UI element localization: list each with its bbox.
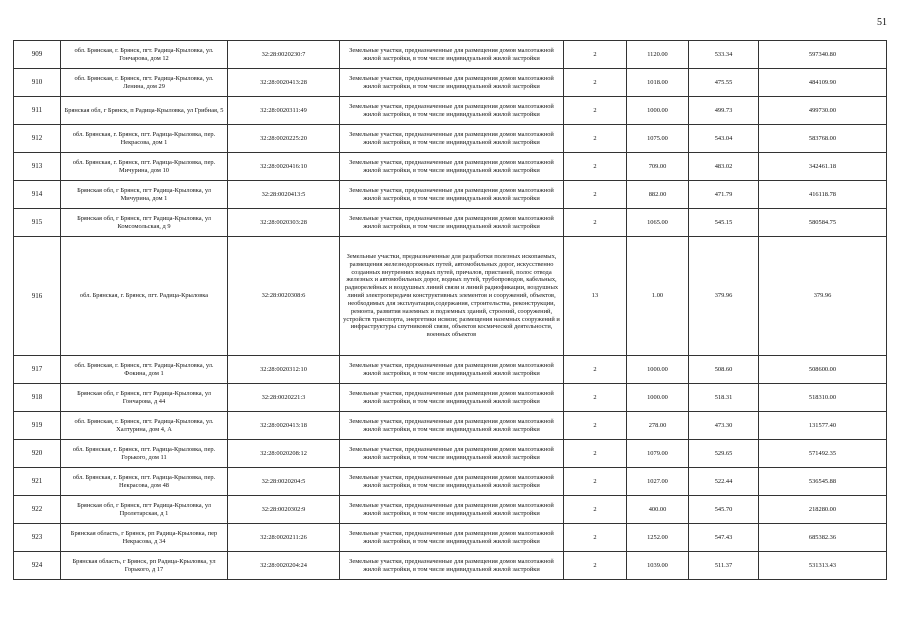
- area-cell: 1018.00: [627, 69, 689, 97]
- land-registry-table: [13, 40, 887, 580]
- address-cell: обл. Брянская, г. Брянск, пгт. Радица-Крыловка, ул. Фокина, дом 1: [61, 356, 228, 384]
- address-cell: Брянская обл, г Брянск, п Радица-Крыловка, ул Грибная, 5: [61, 97, 228, 125]
- table-body: [14, 41, 887, 580]
- land-use-cell: Земельные участки, предназначенные для размещения домов малоэтажной жилой застройки, в том числе индивидуальной жилой застройки: [340, 153, 564, 181]
- table-row: [14, 125, 887, 153]
- address-cell: Брянская обл, г Брянск, пгт Радица-Крыловка, ул Комсомольская, д 9: [61, 209, 228, 237]
- table-row: [14, 356, 887, 384]
- use-code-cell: 2: [564, 496, 627, 524]
- land-use-cell: Земельные участки, предназначенные для размещения домов малоэтажной жилой застройки, в том числе индивидуальной жилой застройки: [340, 552, 564, 580]
- use-code-cell: 2: [564, 69, 627, 97]
- land-use-cell: Земельные участки, предназначенные для размещения домов малоэтажной жилой застройки, в том числе индивидуальной жилой застройки: [340, 412, 564, 440]
- use-code-cell: 2: [564, 412, 627, 440]
- address-cell: Брянская область, г Брянск, рп Радица-Крыловка, ул Горького, д 17: [61, 552, 228, 580]
- cadastral-value-cell: 499730.00: [759, 97, 887, 125]
- area-cell: 1120.00: [627, 41, 689, 69]
- cadastral-value-cell: 379.96: [759, 237, 887, 356]
- area-cell: 1075.00: [627, 125, 689, 153]
- land-use-cell: Земельные участки, предназначенные для размещения домов малоэтажной жилой застройки, в том числе индивидуальной жилой застройки: [340, 209, 564, 237]
- cadastral-value-cell: 580584.75: [759, 209, 887, 237]
- land-use-cell: Земельные участки, предназначенные для размещения домов малоэтажной жилой застройки, в том числе индивидуальной жилой застройки: [340, 496, 564, 524]
- use-code-cell: 2: [564, 468, 627, 496]
- cadastral-rate-cell: 533.34: [689, 41, 759, 69]
- area-cell: 882.00: [627, 181, 689, 209]
- cadastral-value-cell: 518310.00: [759, 384, 887, 412]
- cadastral-rate-cell: 379.96: [689, 237, 759, 356]
- row-number-cell: 923: [14, 524, 61, 552]
- table-row: [14, 41, 887, 69]
- cadastral-value-cell: 685382.36: [759, 524, 887, 552]
- cadastral-value-cell: 416118.78: [759, 181, 887, 209]
- table-row: [14, 496, 887, 524]
- area-cell: 1039.00: [627, 552, 689, 580]
- land-use-cell: Земельные участки, предназначенные для размещения домов малоэтажной жилой застройки, в том числе индивидуальной жилой застройки: [340, 440, 564, 468]
- row-number-cell: 914: [14, 181, 61, 209]
- use-code-cell: 2: [564, 181, 627, 209]
- address-cell: обл. Брянская, г. Брянск, пгт. Радица-Крыловка, пер. Мичурина, дом 10: [61, 153, 228, 181]
- land-use-cell: Земельные участки, предназначенные для размещения домов малоэтажной жилой застройки, в том числе индивидуальной жилой застройки: [340, 384, 564, 412]
- area-cell: 709.00: [627, 153, 689, 181]
- cadastral-rate-cell: 543.04: [689, 125, 759, 153]
- area-cell: 1000.00: [627, 356, 689, 384]
- table-row: [14, 97, 887, 125]
- area-cell: 1027.00: [627, 468, 689, 496]
- cadastral-rate-cell: 499.73: [689, 97, 759, 125]
- land-use-cell: Земельные участки, предназначенные для размещения домов малоэтажной жилой застройки, в том числе индивидуальной жилой застройки: [340, 69, 564, 97]
- row-number-cell: 911: [14, 97, 61, 125]
- area-cell: 1079.00: [627, 440, 689, 468]
- cadastral-number-cell: 32:28:0020413:18: [228, 412, 340, 440]
- row-number-cell: 912: [14, 125, 61, 153]
- use-code-cell: 2: [564, 153, 627, 181]
- cadastral-value-cell: 536545.88: [759, 468, 887, 496]
- cadastral-rate-cell: 529.65: [689, 440, 759, 468]
- cadastral-rate-cell: 545.15: [689, 209, 759, 237]
- address-cell: обл. Брянская, г. Брянск, пгт. Радица-Крыловка: [61, 237, 228, 356]
- use-code-cell: 2: [564, 524, 627, 552]
- cadastral-rate-cell: 545.70: [689, 496, 759, 524]
- row-number-cell: 916: [14, 237, 61, 356]
- cadastral-value-cell: 131577.40: [759, 412, 887, 440]
- cadastral-rate-cell: 518.31: [689, 384, 759, 412]
- cadastral-number-cell: 32:28:0020312:10: [228, 356, 340, 384]
- use-code-cell: 2: [564, 552, 627, 580]
- table-row: [14, 209, 887, 237]
- row-number-cell: 922: [14, 496, 61, 524]
- cadastral-rate-cell: 471.79: [689, 181, 759, 209]
- table-row: [14, 468, 887, 496]
- address-cell: Брянская обл, г Брянск, пгт Радица-Крыловка, ул Гончарова, д 44: [61, 384, 228, 412]
- area-cell: 278.00: [627, 412, 689, 440]
- address-cell: обл. Брянская, г. Брянск, пгт. Радица-Крыловка, пер. Некрасова, дом 48: [61, 468, 228, 496]
- table-row: [14, 412, 887, 440]
- row-number-cell: 917: [14, 356, 61, 384]
- use-code-cell: 2: [564, 384, 627, 412]
- area-cell: 1.00: [627, 237, 689, 356]
- cadastral-number-cell: 32:28:0020413:5: [228, 181, 340, 209]
- cadastral-number-cell: 32:28:0020204:5: [228, 468, 340, 496]
- land-use-cell: Земельные участки, предназначенные для размещения домов малоэтажной жилой застройки, в том числе индивидуальной жилой застройки: [340, 181, 564, 209]
- cadastral-value-cell: 597340.80: [759, 41, 887, 69]
- row-number-cell: 918: [14, 384, 61, 412]
- row-number-cell: 924: [14, 552, 61, 580]
- address-cell: обл. Брянская, г. Брянск, пгт. Радица-Крыловка, пер. Некрасова, дом 1: [61, 125, 228, 153]
- table-row: [14, 524, 887, 552]
- row-number-cell: 913: [14, 153, 61, 181]
- cadastral-rate-cell: 522.44: [689, 468, 759, 496]
- cadastral-value-cell: 531313.43: [759, 552, 887, 580]
- cadastral-number-cell: 32:28:0020230:7: [228, 41, 340, 69]
- cadastral-number-cell: 32:28:0020208:12: [228, 440, 340, 468]
- address-cell: Брянская область, г Брянск, рп Радица-Крыловка, пер Некрасова, д 34: [61, 524, 228, 552]
- cadastral-rate-cell: 508.60: [689, 356, 759, 384]
- cadastral-number-cell: 32:28:0020221:3: [228, 384, 340, 412]
- address-cell: Брянская обл, г Брянск, пгт Радица-Крыловка, ул Пролетарская, д 1: [61, 496, 228, 524]
- cadastral-rate-cell: 475.55: [689, 69, 759, 97]
- cadastral-number-cell: 32:28:0020302:9: [228, 496, 340, 524]
- cadastral-rate-cell: 511.37: [689, 552, 759, 580]
- land-use-cell: Земельные участки, предназначенные для размещения домов малоэтажной жилой застройки, в том числе индивидуальной жилой застройки: [340, 468, 564, 496]
- use-code-cell: 2: [564, 209, 627, 237]
- address-cell: обл. Брянская, г. Брянск, пгт. Радица-Крыловка, ул. Гончарова, дом 12: [61, 41, 228, 69]
- area-cell: 1000.00: [627, 97, 689, 125]
- use-code-cell: 2: [564, 356, 627, 384]
- cadastral-rate-cell: 473.30: [689, 412, 759, 440]
- row-number-cell: 919: [14, 412, 61, 440]
- land-use-cell: Земельные участки, предназначенные для размещения домов малоэтажной жилой застройки, в том числе индивидуальной жилой застройки: [340, 41, 564, 69]
- land-use-cell: Земельные участки, предназначенные для размещения домов малоэтажной жилой застройки, в том числе индивидуальной жилой застройки: [340, 125, 564, 153]
- table-row: [14, 384, 887, 412]
- address-cell: обл. Брянская, г. Брянск, пгт. Радица-Крыловка, пер. Горького, дом 11: [61, 440, 228, 468]
- row-number-cell: 920: [14, 440, 61, 468]
- address-cell: Брянская обл, г Брянск, пгт Радица-Крыловка, ул Мичурина, дом 1: [61, 181, 228, 209]
- row-number-cell: 915: [14, 209, 61, 237]
- cadastral-value-cell: 218280.00: [759, 496, 887, 524]
- use-code-cell: 2: [564, 125, 627, 153]
- row-number-cell: 921: [14, 468, 61, 496]
- cadastral-number-cell: 32:28:0020413:28: [228, 69, 340, 97]
- table-row: [14, 440, 887, 468]
- cadastral-number-cell: 32:28:0020303:28: [228, 209, 340, 237]
- area-cell: 400.00: [627, 496, 689, 524]
- row-number-cell: 909: [14, 41, 61, 69]
- cadastral-rate-cell: 547.43: [689, 524, 759, 552]
- cadastral-number-cell: 32:28:0020211:26: [228, 524, 340, 552]
- cadastral-value-cell: 484109.90: [759, 69, 887, 97]
- land-use-cell: Земельные участки, предназначенные для размещения домов малоэтажной жилой застройки, в том числе индивидуальной жилой застройки: [340, 97, 564, 125]
- cadastral-value-cell: 342461.18: [759, 153, 887, 181]
- use-code-cell: 2: [564, 440, 627, 468]
- area-cell: 1000.00: [627, 384, 689, 412]
- row-number-cell: 910: [14, 69, 61, 97]
- cadastral-value-cell: 583768.00: [759, 125, 887, 153]
- cadastral-number-cell: 32:28:0020311:49: [228, 97, 340, 125]
- address-cell: обл. Брянская, г. Брянск, пгт. Радица-Крыловка, ул. Халтурина, дом 4, А: [61, 412, 228, 440]
- cadastral-value-cell: 508600.00: [759, 356, 887, 384]
- use-code-cell: 13: [564, 237, 627, 356]
- cadastral-number-cell: 32:28:0020416:10: [228, 153, 340, 181]
- land-use-cell: Земельные участки, предназначенные для размещения домов малоэтажной жилой застройки, в том числе индивидуальной жилой застройки: [340, 524, 564, 552]
- use-code-cell: 2: [564, 41, 627, 69]
- land-use-cell: Земельные участки, предназначенные для разработки полезных ископаемых, размещения железнодорожных путей, автомобильных дорог, искусственно созданных внутренних водных путей, причалов, пристаней, полос отвода железных и автомобильных дорог, водных путей, трубопроводов, кабельных, радиорелейных и воздушных линий связи и линий радиофикации, воздушных линий электропередачи конструктивных элементов и сооружений, объектов, необходимых для эксплуатации,содержания, строительства, реконструкции, ремонта, развития наземных и подземных зданий, строений, сооружений, устройств транспорта, энергетики исвязи; размещения наземных сооружений и инфраструктуры спутниковой связи, объектов космической деятельности, военных объектов: [340, 237, 564, 356]
- cadastral-rate-cell: 483.02: [689, 153, 759, 181]
- cadastral-number-cell: 32:28:0020204:24: [228, 552, 340, 580]
- area-cell: 1252.00: [627, 524, 689, 552]
- table-row: [14, 552, 887, 580]
- cadastral-number-cell: 32:28:0020308:6: [228, 237, 340, 356]
- use-code-cell: 2: [564, 97, 627, 125]
- land-use-cell: Земельные участки, предназначенные для размещения домов малоэтажной жилой застройки, в том числе индивидуальной жилой застройки: [340, 356, 564, 384]
- area-cell: 1065.00: [627, 209, 689, 237]
- table-row: [14, 181, 887, 209]
- cadastral-number-cell: 32:28:0020225:20: [228, 125, 340, 153]
- cadastral-value-cell: 571492.35: [759, 440, 887, 468]
- table-row: [14, 237, 887, 356]
- page-number: 51: [877, 17, 887, 28]
- address-cell: обл. Брянская, г. Брянск, пгт. Радица-Крыловка, ул. Ленина, дом 29: [61, 69, 228, 97]
- table-row: [14, 153, 887, 181]
- table-row: [14, 69, 887, 97]
